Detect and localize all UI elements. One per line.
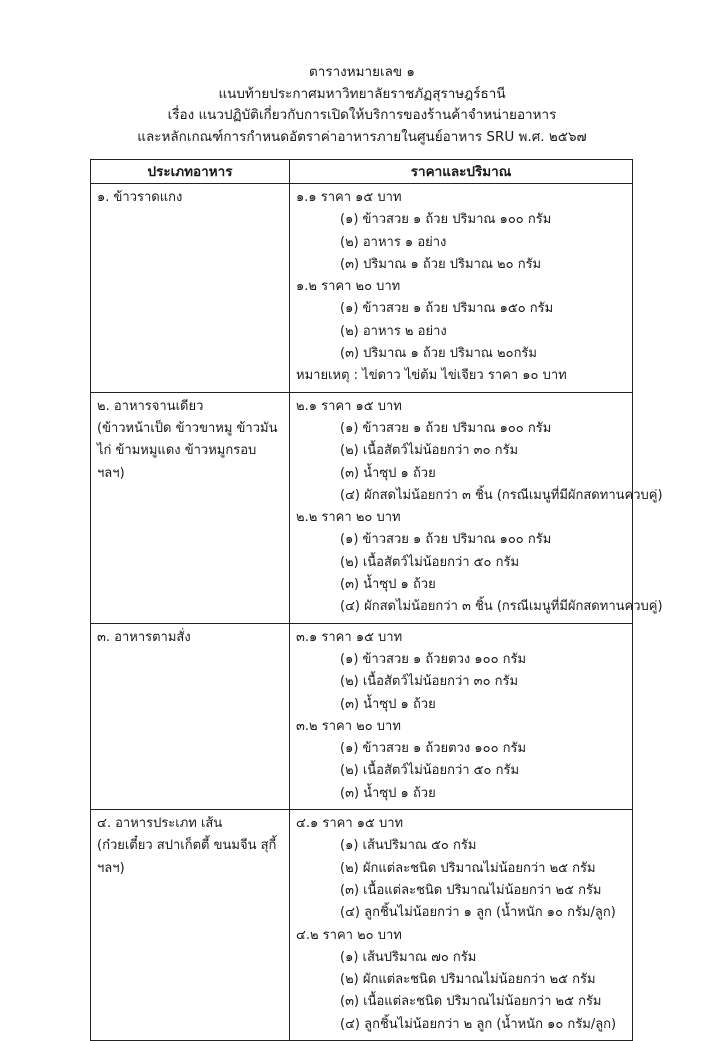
table-header-row	[91, 160, 633, 184]
price-tier-heading: ๔.๒ ราคา ๒๐ บาท	[296, 927, 402, 943]
price-tier-heading: ๔.๑ ราคา ๑๕ บาท	[296, 816, 404, 832]
price-tier-heading: ๒.๑ ราคา ๑๕ บาท	[296, 398, 402, 414]
list-item: (๓) ปริมาณ ๑ ถ้วย ปริมาณ ๒๐ กรัม	[340, 256, 542, 272]
list-item: (๒) เนื้อสัตว์ไม่น้อยกว่า ๕๐ กรัม	[340, 554, 520, 570]
list-item: (๒) อาหาร ๒ อย่าง	[340, 323, 447, 339]
table-row	[91, 184, 633, 393]
list-item: (๑) ข้าวสวย ๑ ถ้วยตวง ๑๐๐ กรัม	[340, 651, 527, 667]
list-item: (๓) ปริมาณ ๑ ถ้วย ปริมาณ ๒๐กรัม	[340, 346, 537, 362]
list-item: (๑) เส้นปริมาณ ๗๐ กรัม	[340, 949, 477, 965]
food-category-cell	[91, 392, 290, 623]
list-item: (๒) ผักแต่ละชนิด ปริมาณไม่น้อยกว่า ๒๕ กรัม	[340, 972, 596, 988]
price-tier-heading: ๑.๒ ราคา ๒๐ บาท	[296, 279, 401, 295]
list-item: (๒) เนื้อสัตว์ไม่น้อยกว่า ๕๐ กรัม	[340, 763, 520, 779]
category-title: ๑. ข้าวราดแกง	[97, 190, 183, 205]
food-price-table	[90, 159, 663, 1041]
price-tier-heading: ๓.๑ ราคา ๑๕ บาท	[296, 629, 403, 645]
list-item: (๒) ผักแต่ละชนิด ปริมาณไม่น้อยกว่า ๒๕ กรัม	[340, 860, 596, 876]
food-category-cell	[91, 810, 290, 1041]
list-item: (๓) น้ำซุป ๑ ถ้วย	[340, 696, 436, 712]
table-number: ตารางหมายเลข ๑	[308, 64, 416, 80]
list-item: (๑) ข้าวสวย ๑ ถ้วย ปริมาณ ๑๐๐ กรัม	[340, 212, 552, 228]
price-quantity-cell	[290, 623, 633, 809]
list-item: (๒) เนื้อสัตว์ไม่น้อยกว่า ๓๐ กรัม	[340, 443, 519, 459]
category-examples: (ก๋วยเตี๋ยว สปาเก็ตตี้ ขนมจีน สุกี้ ฯลฯ)	[97, 838, 277, 876]
table-row	[91, 810, 633, 1041]
attachment-line: แนบท้ายประกาศมหาวิทยาลัยราชภัฏสุราษฎร์ธานี	[218, 85, 506, 102]
column-header-food-type: ประเภทอาหาร	[91, 160, 290, 184]
food-category-cell	[91, 184, 290, 393]
food-category-cell	[91, 623, 290, 809]
price-tier-heading: ๑.๑ ราคา ๑๕ บาท	[296, 190, 402, 205]
list-item: (๔) ลูกชิ้นไม่น้อยกว่า ๒ ลูก (น้ำหนัก ๑๐ กรัม/ลูก)	[340, 1016, 617, 1032]
price-tier-heading: ๓.๒ ราคา ๒๐ บาท	[296, 718, 401, 734]
list-item: (๑) ข้าวสวย ๑ ถ้วยตวง ๑๐๐ กรัม	[340, 741, 527, 757]
list-item: (๓) น้ำซุป ๑ ถ้วย	[340, 785, 436, 801]
table-row	[91, 623, 633, 809]
list-item: (๔) ผักสดไม่น้อยกว่า ๓ ชิ้น (กรณีเมนูที่มีผักสดทานควบคู่)	[340, 599, 663, 615]
list-item: (๑) ข้าวสวย ๑ ถ้วย ปริมาณ ๑๐๐ กรัม	[340, 532, 552, 548]
list-item: (๔) ลูกชิ้นไม่น้อยกว่า ๑ ลูก (น้ำหนัก ๑๐ กรัม/ลูก)	[340, 905, 616, 921]
list-item: (๒) อาหาร ๑ อย่าง	[340, 234, 447, 250]
criteria-line: และหลักเกณฑ์การกำหนดอัตราค่าอาหารภายในศูนย์อาหาร SRU พ.ศ. ๒๕๖๗	[137, 128, 587, 145]
price-tier-heading: ๒.๒ ราคา ๒๐ บาท	[296, 510, 401, 526]
price-quantity-cell	[290, 184, 633, 393]
subject-line: เรื่อง แนวปฏิบัติเกี่ยวกับการเปิดให้บริการของร้านค้าจำหน่ายอาหาร	[167, 107, 557, 123]
note-text: หมายเหตุ : ไข่ดาว ไข่ต้ม ไข่เจียว ราคา ๑๐ บาท	[296, 368, 567, 384]
list-item: (๓) น้ำซุป ๑ ถ้วย	[340, 465, 436, 481]
price-quantity-cell	[290, 392, 663, 623]
document-header	[0, 62, 724, 148]
price-quantity-cell	[290, 810, 633, 1041]
list-item: (๓) เนื้อแต่ละชนิด ปริมาณไม่น้อยกว่า ๒๕ กรัม	[340, 994, 602, 1010]
list-item: (๑) เส้นปริมาณ ๕๐ กรัม	[340, 838, 477, 854]
category-title: ๒. อาหารจานเดียว	[97, 398, 204, 414]
list-item: (๒) เนื้อสัตว์ไม่น้อยกว่า ๓๐ กรัม	[340, 674, 519, 690]
column-header-price-quantity: ราคาและปริมาณ	[290, 160, 633, 184]
category-title: ๔. อาหารประเภท เส้น	[97, 816, 223, 832]
list-item: (๑) ข้าวสวย ๑ ถ้วย ปริมาณ ๑๐๐ กรัม	[340, 420, 552, 436]
list-item: (๑) ข้าวสวย ๑ ถ้วย ปริมาณ ๑๕๐ กรัม	[340, 301, 554, 317]
list-item: (๓) เนื้อแต่ละชนิด ปริมาณไม่น้อยกว่า ๒๕ กรัม	[340, 882, 602, 898]
list-item: (๓) น้ำซุป ๑ ถ้วย	[340, 577, 436, 593]
category-examples: (ข้าวหน้าเป็ด ข้าวขาหมู ข้าวมันไก่ ข้ามหมูแดง ข้าวหมูกรอบ ฯลฯ)	[97, 420, 278, 481]
category-title: ๓. อาหารตามสั่ง	[97, 629, 191, 645]
list-item: (๔) ผักสดไม่น้อยกว่า ๓ ชิ้น (กรณีเมนูที่มีผักสดทานควบคู่)	[340, 487, 663, 503]
table-row	[91, 392, 633, 623]
